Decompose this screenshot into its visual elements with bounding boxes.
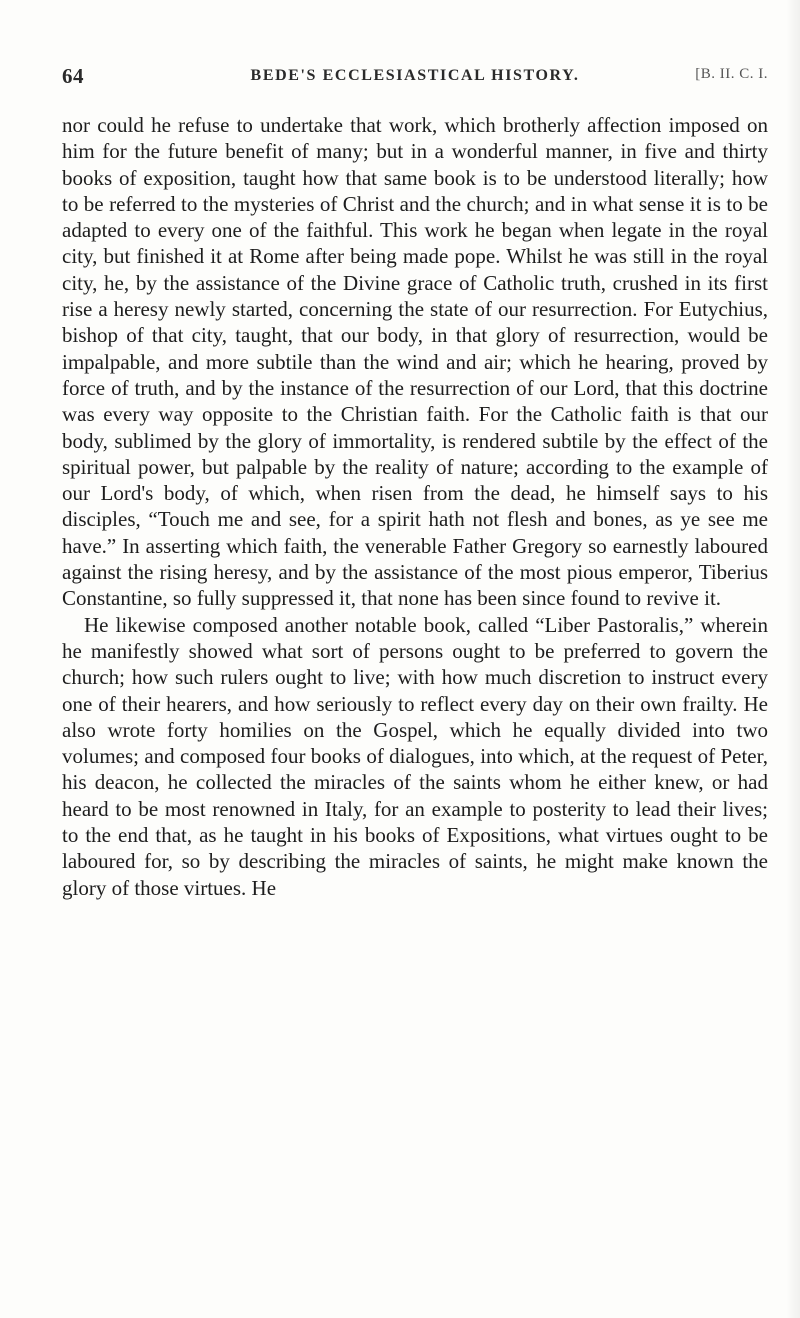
paragraph-liber-pastoralis: He likewise composed another notable book, called “Liber Pastoralis,” wherein he manifestly showed what sort of persons ought to be preferred to govern the church; how such rulers ought to live; with how much discretion to instruct every one of their hearers, and how seriously to reflect every day on their own frailty. He also wrote forty homilies on the Gospel, which he equally divided into two volumes; and composed four books of dialogues, into which, at the request of Peter, his deacon, he collected the miracles of the saints whom he either knew, or had heard to be most renowned in Italy, for an example to posterity to lead their lives; to the end that, as he taught in his books of Expositions, what virtues ought to be laboured for, so by describing the miracles of saints, he might make known the glory of those virtues. He [62,612,768,900]
section-reference: [B. II. C. I. [695,66,768,82]
paragraph-continuation: nor could he refuse to undertake that work, which brotherly affection imposed on him for the future benefit of many; but in a wonderful manner, in five and thirty books of exposition, taught how that same book is to be understood literally; how to be referred to the mysteries of Christ and the church; and in what sense it is to be adapted to every one of the faithful. This work he began when legate in the royal city, but finished it at Rome after being made pope. Whilst he was still in the royal city, he, by the assistance of the Divine grace of Catholic truth, crushed in its first rise a heresy newly started, concerning the state of our resurrection. For Eutychius, bishop of that city, taught, that our body, in that glory of resurrection, would be impalpable, and more subtile than the wind and air; which he hearing, proved by force of truth, and by the instance of the resurrection of our Lord, that this doctrine was every way opposite to the Christian faith. For the Catholic faith is that our body, sublimed by the glory of immortality, is rendered subtile by the effect of the spiritual power, but palpable by the reality of nature; according to the example of our Lord's body, of which, when risen from the dead, he himself says to his disciples, “Touch me and see, for a spirit hath not flesh and bones, as ye see me have.” In asserting which faith, the venerable Father Gregory so earnestly laboured against the rising heresy, and by the assistance of the most pious emperor, Tiberius Constantine, so fully suppressed it, that none has been since found to revive it. [62,113,768,611]
running-title: BEDE'S ECCLESIASTICAL HISTORY. [250,67,580,84]
running-head [62,64,768,94]
page-number: 64 [62,64,84,88]
page-edge-shadow [786,0,800,1318]
body-text [62,112,768,901]
